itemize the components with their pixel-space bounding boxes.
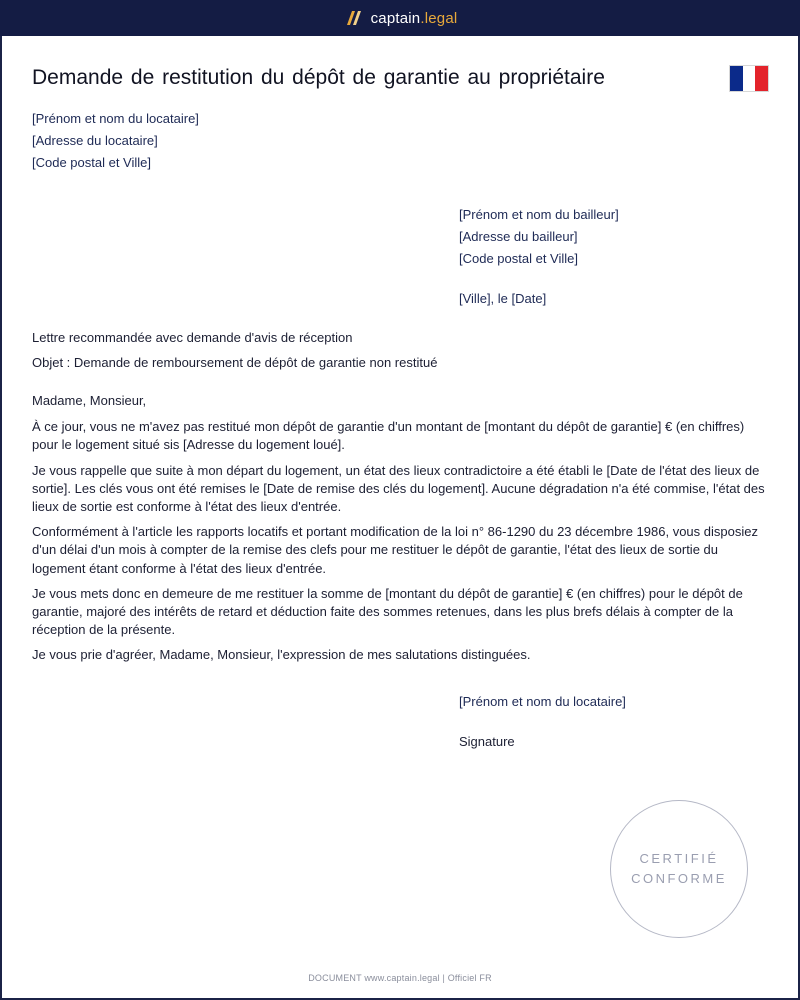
tenant-name: [Prénom et nom du locataire] xyxy=(32,111,199,126)
paragraph: Je vous prie d'agréer, Madame, Monsieur, l'expression de mes salutations distinguées. xyxy=(32,647,531,663)
france-flag-icon xyxy=(729,65,769,92)
brand-tld: .legal xyxy=(420,9,458,27)
document-title: Demande de restitution du dépôt de garantie au propriétaire xyxy=(32,66,605,89)
subject-line: Objet : Demande de remboursement de dépôt de garantie non restitué xyxy=(32,355,438,370)
paragraph: Je vous rappelle que suite à mon départ du logement, un état des lieux contradictoire a été établi le [Date de l'état des lieux de sortie]. Les clés vous ont été remises le [Date de remise des clés du logement]. Aucune dégradation n'a été commise, l'état des lieux de sortie est conforme à l'état des lieux d'entrée. xyxy=(32,462,765,515)
double-slash-logo-icon xyxy=(343,10,363,26)
delivery-mode: Lettre recommandée avec demande d'avis de réception xyxy=(32,330,353,345)
letter-meta xyxy=(32,327,437,377)
landlord-name: [Prénom et nom du bailleur] xyxy=(459,207,619,222)
landlord-address-block xyxy=(459,204,619,270)
paragraph: Je vous mets donc en demeure de me restituer la somme de [montant du dépôt de garantie] € (en chiffres) pour le dépôt de garantie, majoré des intérêts de retard et déduction faite des sommes retenues, dans les plus brefs délais à compter de la réception de la présente. xyxy=(32,585,743,638)
greeting: Madame, Monsieur, xyxy=(32,393,147,408)
tenant-address: [Adresse du locataire] xyxy=(32,133,158,148)
signature-name: [Prénom et nom du locataire] xyxy=(459,694,626,709)
brand-name: captain.legal xyxy=(370,9,458,27)
paragraph: Conformément à l'article les rapports locatifs et portant modification de la loi n° 86-1290 du 23 décembre 1986, vous disposiez d'un délai d'un mois à compter de la remise des clefs pour me restituer le dépôt de garantie, l'état des lieux de sortie du logement étant conforme à l'état des lieux d'entrée. xyxy=(32,524,758,576)
brand[interactable] xyxy=(343,10,458,27)
stamp-line-2: CONFORME xyxy=(631,871,727,886)
date-line: [Ville], le [Date] xyxy=(459,291,547,306)
tenant-address-block xyxy=(32,108,199,174)
stamp-line-1: CERTIFIÉ xyxy=(639,851,719,866)
paragraph: À ce jour, vous ne m'avez pas restitué mon dépôt de garantie d'un montant de [montant du dépôt de garantie] € (en chiffres) pour le logement situé sis [Adresse du logement loué]. xyxy=(32,419,745,453)
landlord-address: [Adresse du bailleur] xyxy=(459,229,578,244)
letter-body xyxy=(32,392,767,672)
letter-sheet xyxy=(2,36,798,998)
certified-stamp xyxy=(610,800,748,938)
landlord-city: [Code postal et Ville] xyxy=(459,251,578,266)
top-bar xyxy=(0,0,800,36)
document-footer: DOCUMENT www.captain.legal | Officiel FR xyxy=(308,973,492,983)
signature-label: Signature xyxy=(459,734,515,749)
tenant-city: [Code postal et Ville] xyxy=(32,155,151,170)
